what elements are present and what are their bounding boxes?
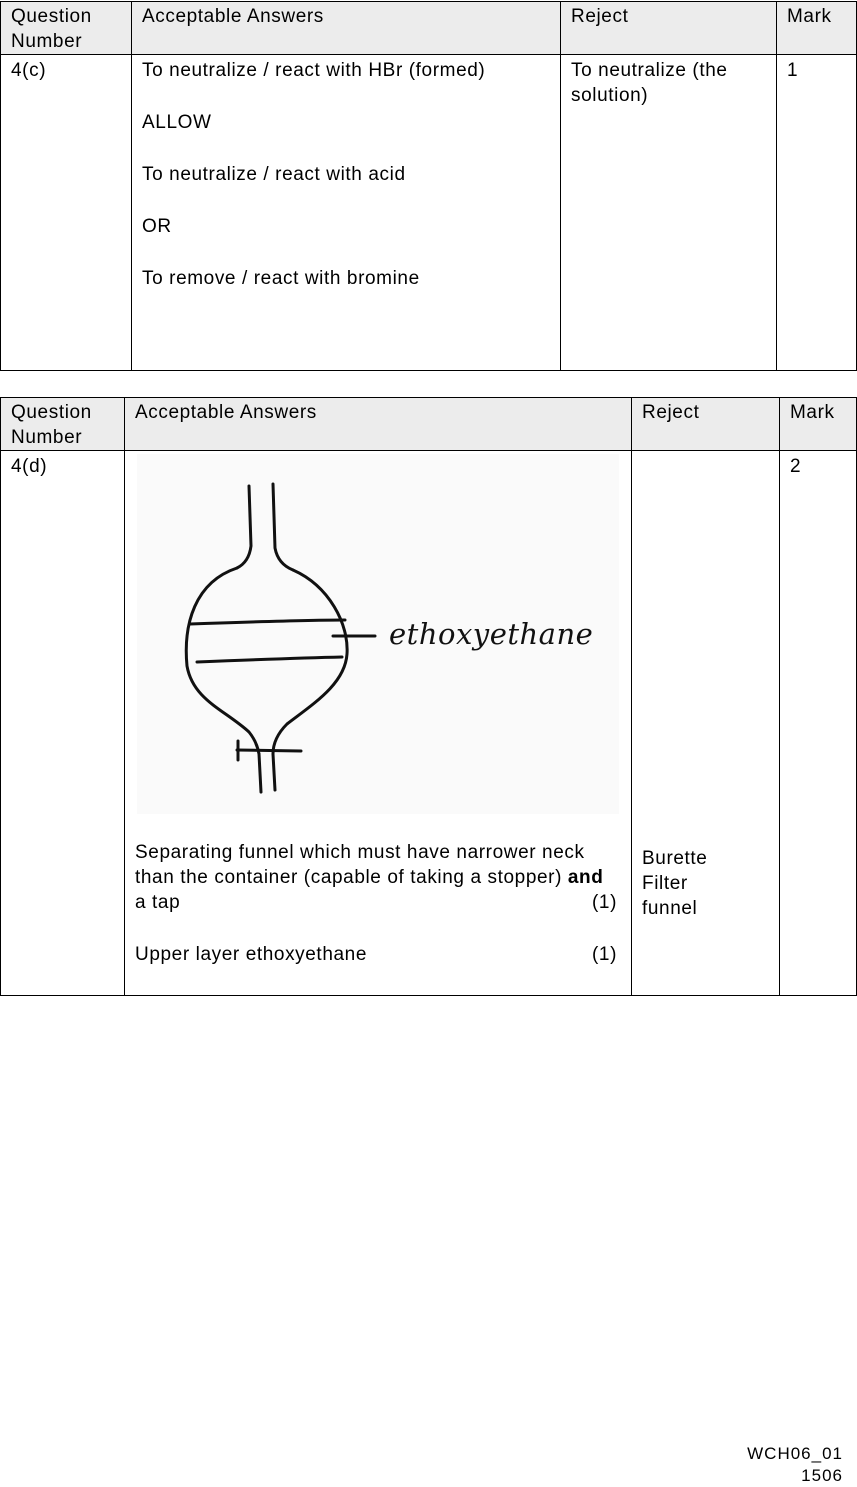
funnel-neck-right [273,484,293,570]
table-header-row [1,2,857,55]
answer-text: Upper layer ethoxyethane [135,944,367,965]
answer-text: a tap [135,892,181,913]
page-footer [747,1443,843,1487]
table-row [1,451,857,996]
session-number: 1506 [801,1466,843,1485]
lower-layer-line [197,657,342,662]
header-reject: Reject [561,2,777,55]
answer-line: To remove / react with bromine [142,268,420,289]
table-row [1,55,857,371]
answer-block-2 [135,942,621,967]
answer-block-1 [135,840,621,915]
header-question-number: Question Number [1,398,125,451]
header-reject: Reject [632,398,780,451]
answer-line: OR [142,216,172,237]
upper-layer-line [190,620,345,624]
acceptable-answers-cell [132,55,561,371]
acceptable-answers-cell [125,451,632,996]
header-mark: Mark [777,2,857,55]
answer-emphasis: and [567,867,604,888]
mark-scheme-table-4c [0,1,857,371]
answer-mark: (1) [591,944,617,965]
header-acceptable-answers: Acceptable Answers [132,2,561,55]
reject-item: funnel [642,898,698,919]
answer-line: ALLOW [142,112,212,133]
answer-line: To neutralize / react with HBr (formed) [142,60,486,81]
reject-item: Burette [642,848,708,869]
reject-cell: To neutralize (the solution) [561,55,777,371]
mark-cell: 2 [780,451,857,996]
funnel-stem-left [259,754,261,792]
diagram-label: ethoxyethane [389,617,594,651]
funnel-stem-right [273,754,275,790]
tap-bar [237,750,301,751]
reject-item: Filter [642,873,688,894]
mark-cell: 1 [777,55,857,371]
header-acceptable-answers: Acceptable Answers [125,398,632,451]
table-header-row [1,398,857,451]
separating-funnel-diagram [137,454,619,814]
answer-mark: (1) [591,892,617,913]
question-number: 4(d) [1,451,125,996]
funnel-bulb-right [273,570,347,754]
header-question-number: Question Number [1,2,132,55]
mark-scheme-table-4d [0,397,857,996]
answer-line: To neutralize / react with acid [142,164,406,185]
paper-code: WCH06_01 [747,1444,843,1463]
reject-cell [632,451,780,996]
header-mark: Mark [780,398,857,451]
answer-text: Separating funnel which must have narrower neck than the container (capable of taking a stopper) [135,842,585,888]
question-number: 4(c) [1,55,132,371]
funnel-neck-left [237,486,251,568]
